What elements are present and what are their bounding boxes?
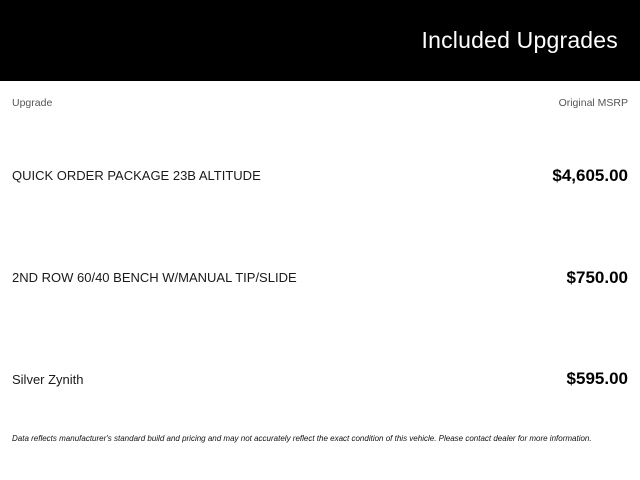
panel-header xyxy=(0,0,640,81)
upgrade-name: QUICK ORDER PACKAGE 23B ALTITUDE xyxy=(12,168,261,184)
upgrade-price: $595.00 xyxy=(566,369,628,389)
table-column-headers xyxy=(10,81,630,125)
upgrade-price: $750.00 xyxy=(566,267,628,287)
upgrades-table xyxy=(10,125,630,430)
upgrade-name: Silver Zynith xyxy=(12,371,84,387)
upgrade-name: 2ND ROW 60/40 BENCH W/MANUAL TIP/SLIDE xyxy=(12,270,297,285)
table-row xyxy=(10,328,630,430)
table-row xyxy=(10,125,630,227)
column-header-upgrade: Upgrade xyxy=(12,97,53,109)
upgrade-price: $4,605.00 xyxy=(552,165,628,185)
disclaimer-text: Data reflects manufacturer's standard build and pricing and may not accurately reflect the exact condition of this vehicle. Please contact dealer for more information. xyxy=(12,434,592,443)
column-header-original-msrp: Original MSRP xyxy=(558,97,628,109)
page-title: Included Upgrades xyxy=(421,27,618,53)
table-row xyxy=(10,227,630,329)
disclaimer xyxy=(10,430,630,480)
